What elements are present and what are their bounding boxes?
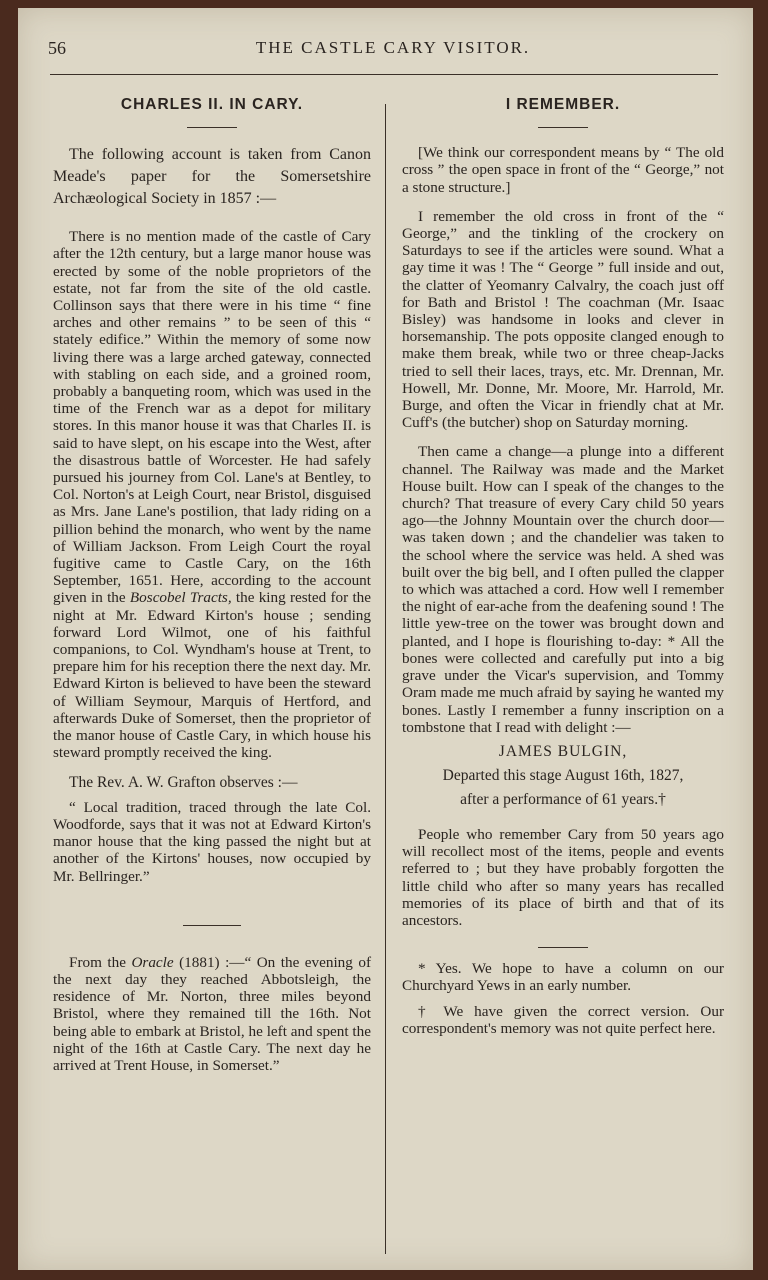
title-rule (187, 127, 237, 128)
article-title-remember: I REMEMBER. (505, 96, 621, 113)
running-title: THE CASTLE CARY VISITOR. (255, 38, 531, 57)
header-rule (50, 74, 718, 75)
footnote: † We have given the correct version. Our correspondent's memory was not quite perfect here. (402, 1002, 724, 1037)
footnote: * Yes. We hope to have a column on our Churchyard Yews in an early number. (402, 960, 724, 995)
page-header (48, 38, 738, 64)
right-column (402, 88, 724, 1037)
body-paragraph: I remember the old cross in front of the “ George,” and the tinkling of the crockery on Saturdays to see if the articles were sound. What a gay time it was ! The “ George ” full inside and out, the clatter of Yeomanry Calvalry, the coach just off for Bath and Bristol ! The coachman (Mr. Isaac Bisley) was handsome in looks and clever in horsemanship. The pots opposite clanged enough to make them break, while two or three cheap-Jacks tried to sell their laces, trays, etc. Mr. Drennan, Mr. Howell, Mr. Donne, Mr. Moore, Mr. Harrold, Mr. Burge, and often the Vicar in friendly chat at Mr. Cuff's (the butcher) shop on Saturday morning. (402, 207, 724, 432)
title-rule (538, 127, 588, 128)
body-paragraph: There is no mention made of the castle of Cary after the 12th century, but a large manor house was erected by some of the noble proprietors of the estate, not far from the site of the old castle. Collinson says that there were in his time “ fine arches and other remains ” to be seen of this “ stately edifice.” Within the memory of some now living there was a large arched gateway, connected with stabling on each side, and a groined room, probably a banqueting room, which was used in the time of the French war as a depot for military stores. In this manor house it was that Charles II. is said to have slept, on his escape into the West, after the disastrous battle of Worcester. He had safely pursued his journey from Col. Lane's at Bentley, to Col. Norton's at Leigh Court, near Bristol, disguised as Mrs. Jane Lane's postilion, that lady riding on a pillion behind the monarch, who went by the name of William Jackson. From Leigh Court the royal fugitive came to Castle Cary, on the 16th September, 1651. Here, according to the account given in the Boscobel Tracts, the king rested for the night at Mr. Edward Kirton's house ; sending forward Lord Wilmot, one of his faithful companions, to Col. Wyndham's house at Trent, to prepare him for his reception there the next day. Mr. Edward Kirton is believed to have been the steward of William Seymour, Marquis of Hertford, and afterwards Duke of Somerset, then the proprietor of the manor house of Castle Cary, in which house his steward promptly received the king. (53, 228, 372, 762)
column-divider (385, 104, 386, 1254)
article-title-charles: CHARLES II. IN CARY. (120, 96, 304, 113)
body-paragraph: People who remember Cary from 50 years ago will recollect most of the items, people and events referred to ; but they have probably forgotten the little child who after so many years has recalled memories of its place of birth and that of its ancestors. (402, 825, 724, 929)
magazine-page (18, 8, 753, 1270)
page-number: 56 (48, 38, 66, 58)
section-rule (538, 947, 588, 948)
oracle-paragraph: From the Oracle (1881) :—“ On the evening of the next day they reached Abbotsleigh, the residence of Mr. Norton, three miles beyond Bristol, where they remained till the 16th. Not being able to embark at Bristol, he left and spent the night of the 16th at Castle Cary. The next day he arrived at Trent House, in Somerset.” (53, 953, 372, 1074)
epitaph-name: JAMES BULGIN, (498, 742, 628, 760)
editor-note: [We think our correspondent means by “ The old cross ” the open space in front of the “ George,” not a stone structure.] (402, 144, 724, 196)
body-paragraph: Then came a change—a plunge into a different channel. The Railway was made and the Market House built. How can I speak of the changes to the church? That treasure of every Cary child 50 years ago—the Johnny Mountain over the church door—was taken down ; and the chandelier was taken to the school where the service was held. A shed was built over the big bell, and I often pulled the clapper to which was attached a cord. How well I remember the night of ear-ache from the deafening sound ! The little yew-tree on the tower was brought down and planted, and I hope is flourishing to-day: * All the bones were collected and carefully put into a big grave under the Vicar's supervision, and Tommy Oram made me much afraid by saying he wanted my bones. Lastly I remember a funny inscription on a tombstone that I read with delight :— (402, 443, 724, 736)
epitaph-line: after a performance of 61 years.† (460, 790, 666, 808)
left-column (53, 88, 371, 1074)
grafton-heading: The Rev. A. W. Grafton observes :— (69, 773, 298, 791)
section-rule (183, 925, 241, 926)
epitaph-line: Departed this stage August 16th, 1827, (442, 766, 684, 784)
intro-paragraph: The following account is taken from Canon Meade's paper for the Somersetshire Archæological Society in 1857 :— (53, 146, 371, 208)
footnotes (402, 960, 724, 1037)
italic-title: Boscobel Tracts, (129, 589, 232, 607)
grafton-quote: “ Local tradition, traced through the late Col. Woodforde, says that it was not at Edward Kirton's manor house that the king passed the night but at another of the Kirtons' houses, now occupied by Mr. Bellringer.” (53, 798, 371, 885)
